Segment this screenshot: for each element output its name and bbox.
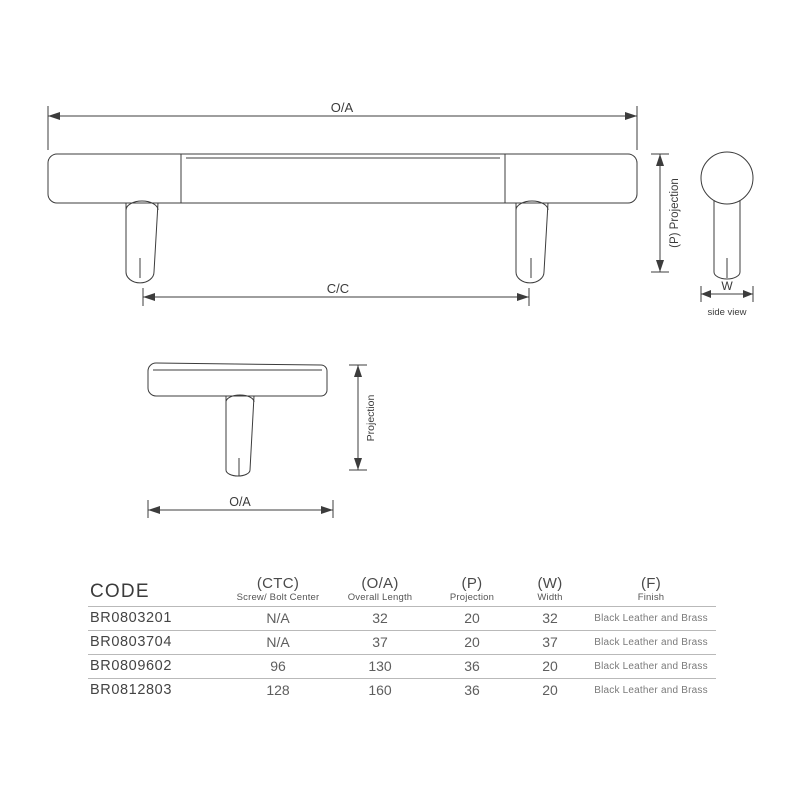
cell-finish: Black Leather and Brass bbox=[594, 661, 708, 672]
cell-ctc: 128 bbox=[266, 682, 290, 698]
col-header-p-sub: Projection bbox=[449, 592, 495, 603]
label-side-view: side view bbox=[707, 307, 747, 318]
cell-p: 36 bbox=[464, 682, 480, 698]
spec-table bbox=[88, 576, 716, 702]
label-overall-top: O/A bbox=[330, 100, 354, 115]
label-center-to-center: C/C bbox=[326, 281, 350, 296]
col-header-oa-title: (O/A) bbox=[361, 575, 399, 592]
label-projection-knob: Projection bbox=[365, 394, 377, 442]
col-header-oa bbox=[330, 576, 430, 607]
table-row bbox=[88, 607, 716, 631]
col-header-f-title: (F) bbox=[640, 575, 662, 592]
table-row bbox=[88, 679, 716, 703]
cell-p: 20 bbox=[464, 610, 480, 626]
col-header-ctc-title: (CTC) bbox=[256, 575, 300, 592]
label-width: W bbox=[721, 279, 733, 293]
col-header-p-title: (P) bbox=[461, 575, 483, 592]
cell-finish: Black Leather and Brass bbox=[594, 637, 708, 648]
cell-oa: 32 bbox=[372, 610, 388, 626]
cell-w: 32 bbox=[542, 610, 558, 626]
cell-finish: Black Leather and Brass bbox=[594, 685, 708, 696]
cell-oa: 160 bbox=[368, 682, 392, 698]
col-header-w bbox=[514, 576, 586, 607]
cell-p: 36 bbox=[464, 658, 480, 674]
col-header-f bbox=[586, 576, 716, 607]
cell-oa: 37 bbox=[372, 634, 388, 650]
col-header-code: CODE bbox=[90, 581, 150, 602]
cell-finish: Black Leather and Brass bbox=[594, 613, 708, 624]
cell-ctc: N/A bbox=[266, 634, 290, 650]
cell-code: BR0812803 bbox=[90, 682, 172, 698]
cell-code: BR0809602 bbox=[90, 658, 172, 674]
table-row bbox=[88, 655, 716, 679]
col-header-oa-sub: Overall Length bbox=[347, 592, 413, 603]
col-header-f-sub: Finish bbox=[637, 592, 665, 603]
col-header-ctc-sub: Screw/ Bolt Center bbox=[236, 592, 320, 603]
table-row bbox=[88, 631, 716, 655]
col-header-w-sub: Width bbox=[537, 592, 563, 603]
label-overall-knob: O/A bbox=[229, 495, 251, 509]
col-header-w-title: (W) bbox=[537, 575, 563, 592]
side-view-shape bbox=[701, 152, 753, 279]
cell-oa: 130 bbox=[368, 658, 392, 674]
col-header-p bbox=[430, 576, 514, 607]
knob-front-view bbox=[148, 363, 327, 476]
dimension-projection-front bbox=[651, 154, 669, 272]
cell-ctc: 96 bbox=[270, 658, 286, 674]
label-projection-front: (P) Projection bbox=[669, 178, 681, 248]
spec-table-element bbox=[88, 576, 716, 702]
cell-w: 20 bbox=[542, 658, 558, 674]
table-header-row bbox=[88, 576, 716, 607]
bar-handle-front-view bbox=[48, 154, 637, 283]
cell-code: BR0803704 bbox=[90, 634, 172, 650]
cell-ctc: N/A bbox=[266, 610, 290, 626]
cell-p: 20 bbox=[464, 634, 480, 650]
cell-w: 20 bbox=[542, 682, 558, 698]
col-header-ctc bbox=[226, 576, 330, 607]
cell-code: BR0803201 bbox=[90, 610, 172, 626]
cell-w: 37 bbox=[542, 634, 558, 650]
